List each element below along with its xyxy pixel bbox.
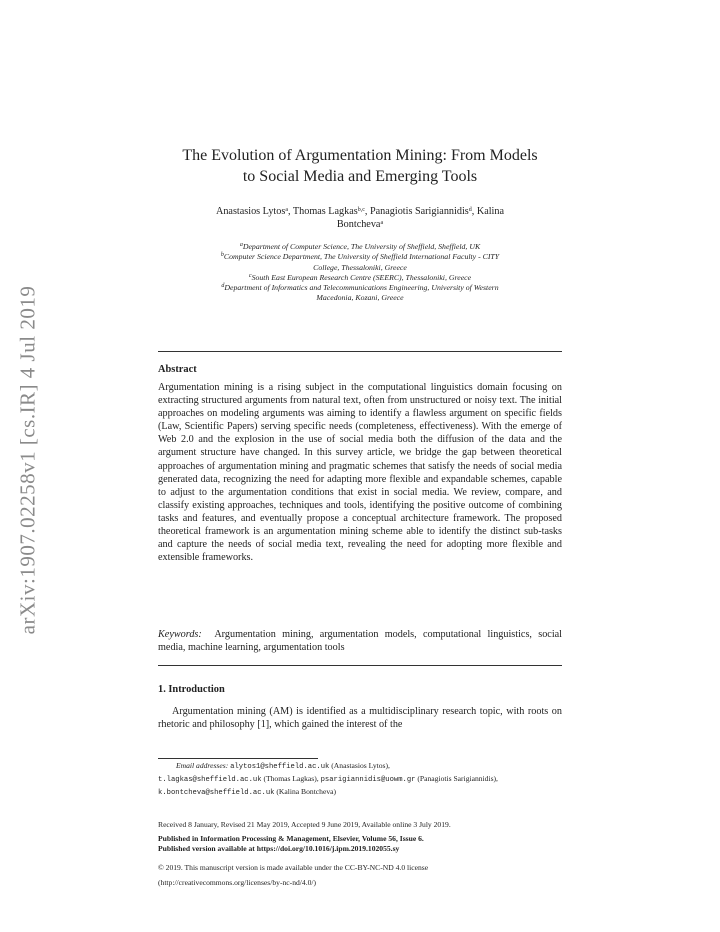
doi-link[interactable]: Published version available at https://doi.org/10.1016/j.ipm.2019.102055.sy [158, 843, 400, 853]
email-link[interactable]: k.bontcheva@sheffield.ac.uk [158, 789, 275, 797]
email-footnote: Email addresses: alytos1@sheffield.ac.uk (Anastasios Lytos), t.lagkas@sheffield.ac.uk (Thomas Lagkas), psarigiannidis@uowm.gr (Panagiotis Sarigiannidis), k.bontcheva@sheffield.ac.uk (Kalina Bontcheva) [158, 761, 498, 797]
arxiv-stamp [8, 270, 48, 650]
section-heading-introduction: 1. Introduction [158, 684, 225, 695]
footnote-rule [158, 758, 318, 759]
introduction-body: Argumentation mining (AM) is identified as a multidisciplinary research topic, with roots on rhetoric and philosophy [1], which gained the interest of the [158, 706, 562, 731]
affiliations: $^a$Department of Computer Science, The University of Sheffield, Sheffield, UK $^b$Computer Science Department, The University of Sheffield International Faculty - CITY College, Thessaloniki, Greece $^c$South East European Research Centre (SEERC), Thessaloniki, Greece $^d$Department of Informatics and Telecommunications Engineering, University of Western Macedonia, Kozani, Greece [220, 242, 500, 303]
email-link[interactable]: psarigiannidis@uowm.gr [320, 776, 416, 784]
received-dates: Received 8 January, Revised 21 May 2019, Accepted 9 June 2019, Available online 3 July 2019. [158, 820, 451, 829]
license-url[interactable]: (http://creativecommons.org/licenses/by-nc-nd/4.0/) [158, 878, 317, 887]
author-list: Anastasios Lytos$^a$, Thomas Lagkas$^{b,c}$, Panagiotis Sarigiannidis$^d$, Kalina Bontcheva$^a$ [215, 206, 504, 230]
abstract-bottom-rule [158, 665, 562, 666]
license-line: © 2019. This manuscript version is made available under the CC-BY-NC-ND 4.0 license [158, 863, 429, 872]
abstract-top-rule [158, 351, 562, 352]
abstract-heading: Abstract [158, 364, 197, 375]
abstract-body: Argumentation mining is a rising subject in the computational linguistics domain focusing on extracting structured arguments from natural text, often from unstructured or noisy text. The initial approaches on modeling arguments was aiming to identify a flawless argument on specific fields (Law, Scientific Papers) serving specific needs (completeness, effectiveness). With the emerge of Web 2.0 and the explosion in the use of social media both the diffusion of the data and the argument structure have changed. In this survey article, we bridge the gap between theoretical approaches of argumentation mining and pragmatic schemes that satisfy the needs of social media generated data, recognizing the need for adapting more flexible and expandable schemes, capable to adjust to the argumentation conditions that exist in social media. We review, compare, and classify existing approaches, techniques and tools, identifying the positive outcome of combining tasks and features, and eventually propose a conceptual architecture framework. The proposed theoretical framework is an argumentation mining scheme able to identify the distinct sub-tasks and capture the needs of social media text, revealing the need for adopting more flexible and extensible frameworks. [158, 382, 562, 564]
keywords [158, 628, 562, 654]
arxiv-identifier: arXiv:1907.02258v1 [cs.IR] 4 Jul 2019 [15, 285, 40, 635]
paper-title: The Evolution of Argumentation Mining: From Models to Social Media and Emerging Tools [182, 147, 538, 185]
email-link[interactable]: alytos1@sheffield.ac.uk [230, 763, 330, 771]
keywords-label: Keywords: [158, 629, 202, 640]
keywords-text: Argumentation mining, argumentation models, computational linguistics, social media, machine learning, argumentation tools [158, 629, 563, 654]
publication-info: Published in Information Processing & Management, Elsevier, Volume 56, Issue 6. Published version available at https://doi.org/10.1016/j.ipm.2019.102055.sy [158, 834, 562, 853]
email-link[interactable]: t.lagkas@sheffield.ac.uk [158, 776, 262, 784]
